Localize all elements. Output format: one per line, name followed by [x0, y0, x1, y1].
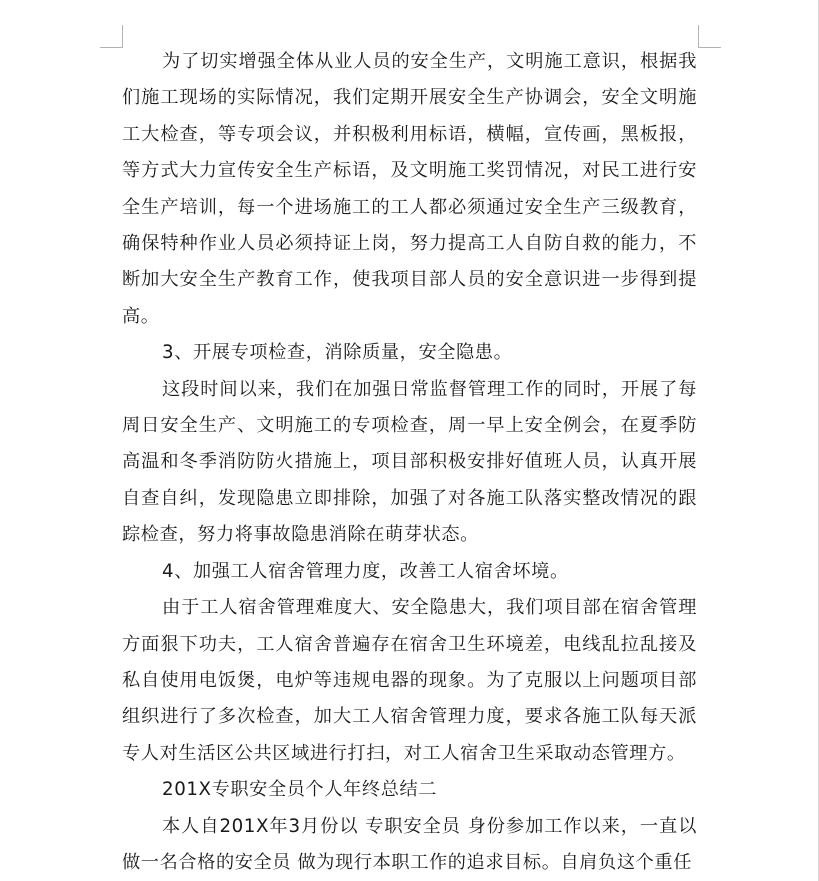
body-paragraph: 这段时间以来，我们在加强日常监督管理工作的同时，开展了每周日安全生产、文明施工的专项检查，周一早上安全例会，在夏季防高温和冬季消防防火措施上，项目部积极安排好值班人员，认真开展自查自纠，发现隐患立即排除，加强了对各施工队落实整改情况的跟踪检查，努力将事故隐患消除在萌芽状态。	[122, 378, 697, 546]
body-paragraph: 本人自201X年3月份以 专职安全员 身份参加工作以来，一直以做一名合格的安全员 做为现行本职工作的追求目标。自肩负这个重任	[122, 815, 697, 873]
body-paragraph: 为了切实增强全体从业人员的安全生产，文明施工意识，根据我们施工现场的实际情况，我们定期开展安全生产协调会，安全文明施工大检查，等专项会议，并积极利用标语，横幅，宣传画，黑板报，等方式大力宣传安全生产标语，及文明施工奖罚情况，对民工进行安全生产培训，每一个进场施工的工人都必须通过安全生产三级教育，确保特种作业人员必须持证上岗，努力提高工人自防自救的能力，不断加大安全生产教育工作，使我项目部人员的安全意识进一步得到提高。	[122, 51, 697, 327]
margin-corner-mark-top-left	[100, 25, 123, 48]
section-heading: 4、加强工人宿舍管理力度，改善工人宿舍坏境。	[162, 560, 569, 582]
section-heading: 3、开展专项检查，消除质量，安全隐患。	[162, 342, 513, 364]
document-body[interactable]	[122, 44, 697, 881]
margin-corner-mark-top-right	[698, 25, 721, 48]
document-subtitle: 201X专职安全员个人年终总结二	[162, 779, 438, 801]
body-paragraph: 由于工人宿舍管理难度大、安全隐患大，我们项目部在宿舍管理方面狠下功夫，工人宿舍普遍存在宿舍卫生环境差，电线乱拉乱接及私自使用电饭煲，电炉等违规电器的现象。为了克服以上问题项目部组织进行了多次检查，加大工人宿舍管理力度，要求各施工队每天派专人对生活区公共区域进行打扫，对工人宿舍卫生采取动态管理方。	[122, 597, 697, 764]
